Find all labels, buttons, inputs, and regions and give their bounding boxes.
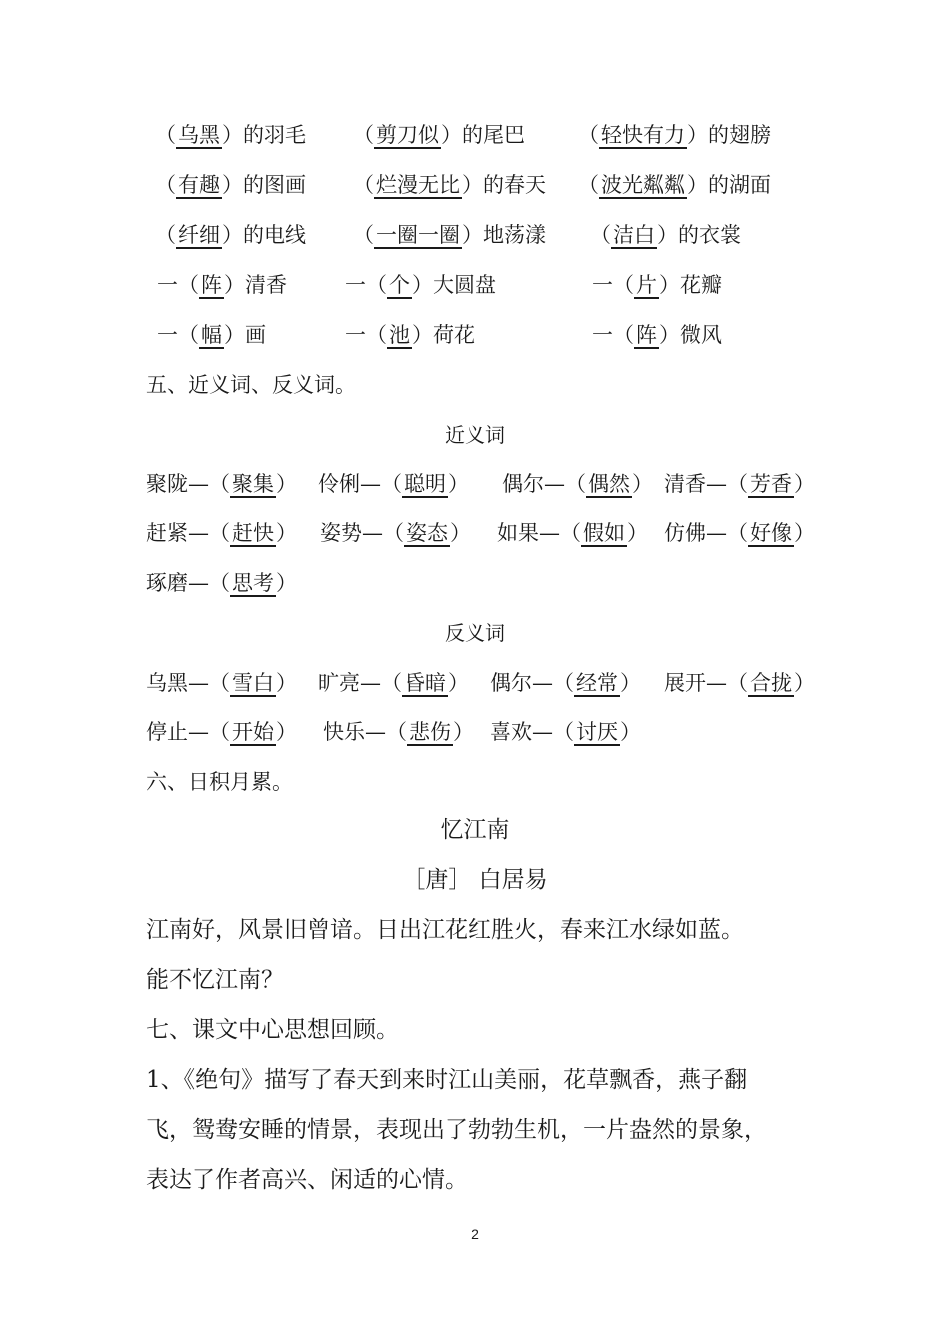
answer-word: 剪刀似 — [376, 123, 439, 147]
word-pair — [146, 513, 297, 553]
bracket-close: ） — [659, 323, 680, 347]
answer-word: 合拢 — [750, 671, 792, 695]
bracket-close: ） — [222, 123, 243, 147]
poem-title: 忆江南 — [440, 817, 510, 843]
word-pair — [664, 464, 815, 504]
base-word: 喜欢—（ — [490, 720, 574, 744]
bracket-close: ） — [620, 720, 641, 744]
answer-word: 姿态 — [406, 521, 448, 545]
word-pair — [146, 563, 297, 603]
base-word: 偶尔—（ — [502, 472, 586, 496]
phrase-tail: 的尾巴 — [462, 123, 525, 147]
base-word: 乌黑—（ — [146, 671, 230, 695]
answer-word: 幅 — [201, 323, 222, 347]
bracket-close: ） — [448, 671, 469, 695]
phrase — [155, 215, 306, 255]
phrase — [353, 215, 546, 255]
bracket-close: ） — [222, 223, 243, 247]
answer-word: 阵 — [201, 273, 222, 297]
antonym-row-1 — [0, 663, 950, 703]
answer-word: 纤细 — [178, 223, 220, 247]
bracket-open: （ — [590, 223, 611, 247]
bracket-close: ） — [276, 571, 297, 595]
phrase-tail: 地荡漾 — [483, 223, 546, 247]
paragraph-line: 表达了作者高兴、闲适的心情。 — [146, 1167, 468, 1193]
phrase — [155, 115, 306, 155]
word-pair — [323, 712, 474, 752]
page-number: 2 — [471, 1226, 479, 1242]
synonym-row-1 — [0, 464, 950, 504]
bracket-close: ） — [659, 273, 680, 297]
bracket-close: ） — [687, 173, 708, 197]
bracket-open: 一（ — [592, 323, 634, 347]
answer-word: 聚集 — [232, 472, 274, 496]
answer-word: 雪白 — [232, 671, 274, 695]
base-word: 姿势—（ — [320, 521, 404, 545]
poem-line: 能不忆江南？ — [146, 967, 284, 993]
bracket-close: ） — [794, 671, 815, 695]
answer-word: 偶然 — [588, 472, 630, 496]
answer-word: 片 — [636, 273, 657, 297]
answer-word: 洁白 — [613, 223, 655, 247]
base-word: 偶尔—（ — [490, 671, 574, 695]
base-word: 琢磨—（ — [146, 571, 230, 595]
phrase-tail: 微风 — [680, 323, 722, 347]
phrase — [345, 315, 475, 355]
measure-row-2 — [0, 315, 950, 355]
answer-word: 昏暗 — [404, 671, 446, 695]
bracket-close: ） — [276, 720, 297, 744]
phrase-tail: 的湖面 — [708, 173, 771, 197]
answer-word: 赶快 — [232, 521, 274, 545]
base-word: 停止—（ — [146, 720, 230, 744]
phrase-tail: 的春天 — [483, 173, 546, 197]
phrase — [353, 165, 546, 205]
phrase-row-1 — [0, 115, 950, 155]
section-heading: 七、课文中心思想回顾。 — [146, 1017, 399, 1043]
answer-word: 好像 — [750, 521, 792, 545]
antonym-row-2 — [0, 712, 950, 752]
word-pair — [490, 663, 641, 703]
answer-word: 经常 — [576, 671, 618, 695]
answer-word: 思考 — [232, 571, 274, 595]
measure-row-1 — [0, 265, 950, 305]
bracket-close: ） — [222, 173, 243, 197]
bracket-open: 一（ — [345, 273, 387, 297]
synonym-row-2 — [0, 513, 950, 553]
bracket-open: （ — [155, 223, 176, 247]
bracket-open: 一（ — [157, 273, 199, 297]
phrase-tail: 的衣裳 — [678, 223, 741, 247]
word-pair — [318, 663, 469, 703]
section-heading: 五、近义词、反义词。 — [146, 373, 356, 397]
phrase-tail: 花瓣 — [680, 273, 722, 297]
paragraph-line: 飞，鸳鸯安睡的情景，表现出了勃勃生机，一片盎然的景象， — [146, 1117, 767, 1143]
phrase — [590, 215, 741, 255]
word-pair — [146, 712, 297, 752]
phrase — [157, 315, 266, 355]
phrase-row-2 — [0, 165, 950, 205]
phrase-tail: 大圆盘 — [433, 273, 496, 297]
bracket-open: 一（ — [157, 323, 199, 347]
bracket-close: ） — [462, 223, 483, 247]
bracket-open: （ — [578, 173, 599, 197]
antonyms-title: 反义词 — [445, 621, 505, 645]
phrase-tail: 的翅膀 — [708, 123, 771, 147]
bracket-close: ） — [441, 123, 462, 147]
answer-word: 一圈一圈 — [376, 223, 460, 247]
phrase — [157, 265, 287, 305]
base-word: 仿佛—（ — [664, 521, 748, 545]
answer-word: 开始 — [232, 720, 274, 744]
phrase — [592, 265, 722, 305]
answer-word: 池 — [389, 323, 410, 347]
answer-word: 聪明 — [404, 472, 446, 496]
bracket-close: ） — [794, 521, 815, 545]
poem-author: ［唐］ 白居易 — [402, 867, 548, 893]
bracket-close: ） — [620, 671, 641, 695]
phrase-tail: 荷花 — [433, 323, 475, 347]
answer-word: 假如 — [583, 521, 625, 545]
bracket-close: ） — [224, 323, 245, 347]
phrase-tail: 的电线 — [243, 223, 306, 247]
answer-word: 有趣 — [178, 173, 220, 197]
answer-word: 讨厌 — [576, 720, 618, 744]
word-pair — [502, 464, 653, 504]
word-pair — [490, 712, 641, 752]
bracket-close: ） — [462, 173, 483, 197]
bracket-open: （ — [353, 173, 374, 197]
bracket-close: ） — [224, 273, 245, 297]
word-pair — [497, 513, 648, 553]
bracket-close: ） — [632, 472, 653, 496]
bracket-close: ） — [276, 472, 297, 496]
bracket-close: ） — [450, 521, 471, 545]
bracket-close: ） — [627, 521, 648, 545]
section-heading: 六、日积月累。 — [146, 770, 293, 794]
bracket-close: ） — [276, 521, 297, 545]
bracket-close: ） — [412, 273, 433, 297]
answer-word: 悲伤 — [409, 720, 451, 744]
answer-word: 个 — [389, 273, 410, 297]
base-word: 伶俐—（ — [318, 472, 402, 496]
answer-word: 芳香 — [750, 472, 792, 496]
phrase — [345, 265, 496, 305]
bracket-open: 一（ — [592, 273, 634, 297]
phrase — [155, 165, 306, 205]
answer-word: 波光粼粼 — [601, 173, 685, 197]
phrase — [353, 115, 525, 155]
base-word: 快乐—（ — [323, 720, 407, 744]
bracket-close: ） — [453, 720, 474, 744]
word-pair — [320, 513, 471, 553]
bracket-open: （ — [155, 123, 176, 147]
bracket-open: （ — [155, 173, 176, 197]
phrase-tail: 画 — [245, 323, 266, 347]
bracket-open: 一（ — [345, 323, 387, 347]
word-pair — [664, 663, 815, 703]
phrase-row-3 — [0, 215, 950, 255]
bracket-open: （ — [353, 223, 374, 247]
phrase-tail: 的羽毛 — [243, 123, 306, 147]
answer-word: 乌黑 — [178, 123, 220, 147]
phrase — [578, 115, 771, 155]
base-word: 清香—（ — [664, 472, 748, 496]
bracket-close: ） — [657, 223, 678, 247]
phrase-tail: 的图画 — [243, 173, 306, 197]
base-word: 展开—（ — [664, 671, 748, 695]
word-pair — [146, 663, 297, 703]
bracket-close: ） — [448, 472, 469, 496]
bracket-open: （ — [578, 123, 599, 147]
base-word: 旷亮—（ — [318, 671, 402, 695]
base-word: 赶紧—（ — [146, 521, 230, 545]
bracket-close: ） — [794, 472, 815, 496]
phrase — [592, 315, 722, 355]
bracket-close: ） — [687, 123, 708, 147]
word-pair — [664, 513, 815, 553]
phrase — [578, 165, 771, 205]
answer-word: 阵 — [636, 323, 657, 347]
base-word: 聚陇—（ — [146, 472, 230, 496]
synonyms-title: 近义词 — [445, 423, 505, 447]
answer-word: 轻快有力 — [601, 123, 685, 147]
synonym-row-3 — [0, 563, 950, 603]
phrase-tail: 清香 — [245, 273, 287, 297]
bracket-close: ） — [276, 671, 297, 695]
poem-line: 江南好，风景旧曾谙。日出江花红胜火，春来江水绿如蓝。 — [146, 917, 744, 943]
bracket-close: ） — [412, 323, 433, 347]
word-pair — [146, 464, 297, 504]
answer-word: 烂漫无比 — [376, 173, 460, 197]
paragraph-line: 1、《绝句》描写了春天到来时江山美丽，花草飘香，燕子翻 — [146, 1067, 748, 1093]
word-pair — [318, 464, 469, 504]
base-word: 如果—（ — [497, 521, 581, 545]
bracket-open: （ — [353, 123, 374, 147]
